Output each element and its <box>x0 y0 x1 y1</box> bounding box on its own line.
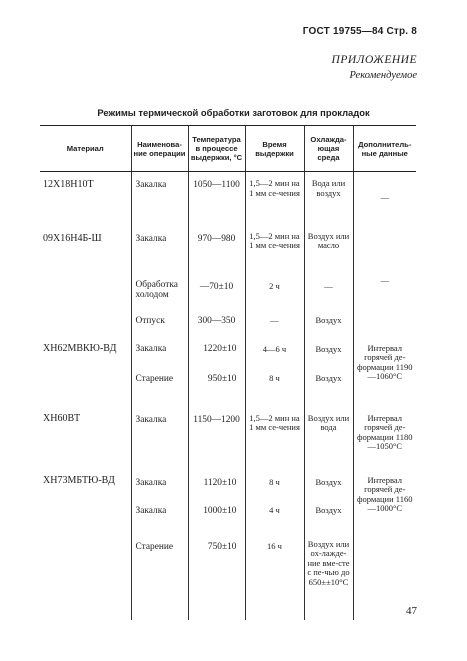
col-header-medium: Охлажда-ющая среда <box>304 126 353 172</box>
heat-treatment-table <box>40 125 416 620</box>
cell-temperature: 1050—1100 <box>188 172 245 224</box>
cell-operation: Старение <box>131 370 188 406</box>
col-header-temperature: Температура в процессе выдержки, °С <box>188 126 245 172</box>
cell-operation: Старение <box>131 538 188 620</box>
cell-temperature: 1000±10 <box>188 502 245 538</box>
cell-operation: Закалка <box>131 224 188 278</box>
cell-extra: Интервал горячей де-формации 1180—1050°С <box>353 406 416 472</box>
cell-medium: Воздух <box>304 338 353 370</box>
cell-temperature: 750±10 <box>188 538 245 620</box>
cell-temperature: 1120±10 <box>188 472 245 502</box>
cell-operation: Закалка <box>131 502 188 538</box>
cell-material <box>40 310 131 338</box>
table-row <box>40 538 416 620</box>
cell-operation: Закалка <box>131 406 188 472</box>
cell-temperature: 1150—1200 <box>188 406 245 472</box>
cell-time: 1,5—2 мин на 1 мм се-чения <box>245 406 304 472</box>
col-header-extra: Дополнитель-ные данные <box>353 126 416 172</box>
cell-operation: Закалка <box>131 338 188 370</box>
cell-medium: Воздух или вода <box>304 406 353 472</box>
cell-material <box>40 538 131 620</box>
cell-material: ХН73МБТЮ-ВД <box>43 474 115 486</box>
table-row <box>40 172 416 224</box>
cell-medium: Воздух <box>304 502 353 538</box>
cell-extra: — <box>353 172 416 224</box>
cell-material: ХН62МВКЮ-ВД <box>43 342 117 354</box>
standard-header: ГОСТ 19755—84 Стр. 8 <box>302 26 417 37</box>
table-title: Режимы термической обработки заготовок для прокладок <box>97 107 370 118</box>
table-row <box>40 406 416 472</box>
cell-material <box>40 370 131 406</box>
cell-temperature: 1220±10 <box>188 338 245 370</box>
cell-time: 4—6 ч <box>245 338 304 370</box>
cell-time: 1,5—2 мин на 1 мм се-чения <box>245 224 304 278</box>
cell-temperature: 950±10 <box>188 370 245 406</box>
cell-medium: Воздух или масло <box>304 224 353 278</box>
cell-temperature: 300—350 <box>188 310 245 338</box>
cell-time: 2 ч <box>245 278 304 310</box>
cell-medium: Воздух <box>304 472 353 502</box>
cell-time: 8 ч <box>245 472 304 502</box>
cell-medium: Воздух <box>304 370 353 406</box>
cell-material <box>40 278 131 310</box>
cell-material <box>40 502 131 538</box>
table-row <box>40 224 416 278</box>
cell-time: 8 ч <box>245 370 304 406</box>
cell-operation: Обработка холодом <box>131 278 188 310</box>
cell-medium: Воздух или ох-лажде-ние вме-сте с пе-чью до 650±±10°С <box>304 538 353 620</box>
cell-material: 09Х16Н4Б-Ш <box>43 232 102 244</box>
col-header-operation: Наименова-ние операции <box>131 126 188 172</box>
cell-operation: Закалка <box>131 172 188 224</box>
table-header-row <box>40 126 416 172</box>
cell-medium: — <box>304 278 353 310</box>
cell-time: 4 ч <box>245 502 304 538</box>
cell-material: 12Х18Н10Т <box>43 179 94 190</box>
cell-time: 1,5—2 мин на 1 мм се-чения <box>245 172 304 224</box>
col-header-time: Время выдержки <box>245 126 304 172</box>
cell-temperature: —70±10 <box>188 278 245 310</box>
cell-extra: — <box>353 224 416 338</box>
page-number: 47 <box>406 605 417 617</box>
cell-medium: Воздух <box>304 310 353 338</box>
cell-extra: Интервал горячей де-формации 1160—1000°С <box>353 472 416 538</box>
cell-extra: Интервал горячей де-формации 1190—1060°С <box>353 338 416 406</box>
table-row <box>40 338 416 370</box>
table-row <box>40 472 416 502</box>
cell-medium: Вода или воздух <box>304 172 353 224</box>
cell-time: — <box>245 310 304 338</box>
cell-operation: Отпуск <box>131 310 188 338</box>
appendix-note: Рекомендуемое <box>349 70 417 81</box>
cell-temperature: 970—980 <box>188 224 245 278</box>
cell-time: 16 ч <box>245 538 304 620</box>
appendix-label: ПРИЛОЖЕНИЕ <box>331 54 417 66</box>
col-header-material: Материал <box>40 126 131 172</box>
cell-operation: Закалка <box>131 472 188 502</box>
cell-material: ХН60ВТ <box>43 412 81 424</box>
